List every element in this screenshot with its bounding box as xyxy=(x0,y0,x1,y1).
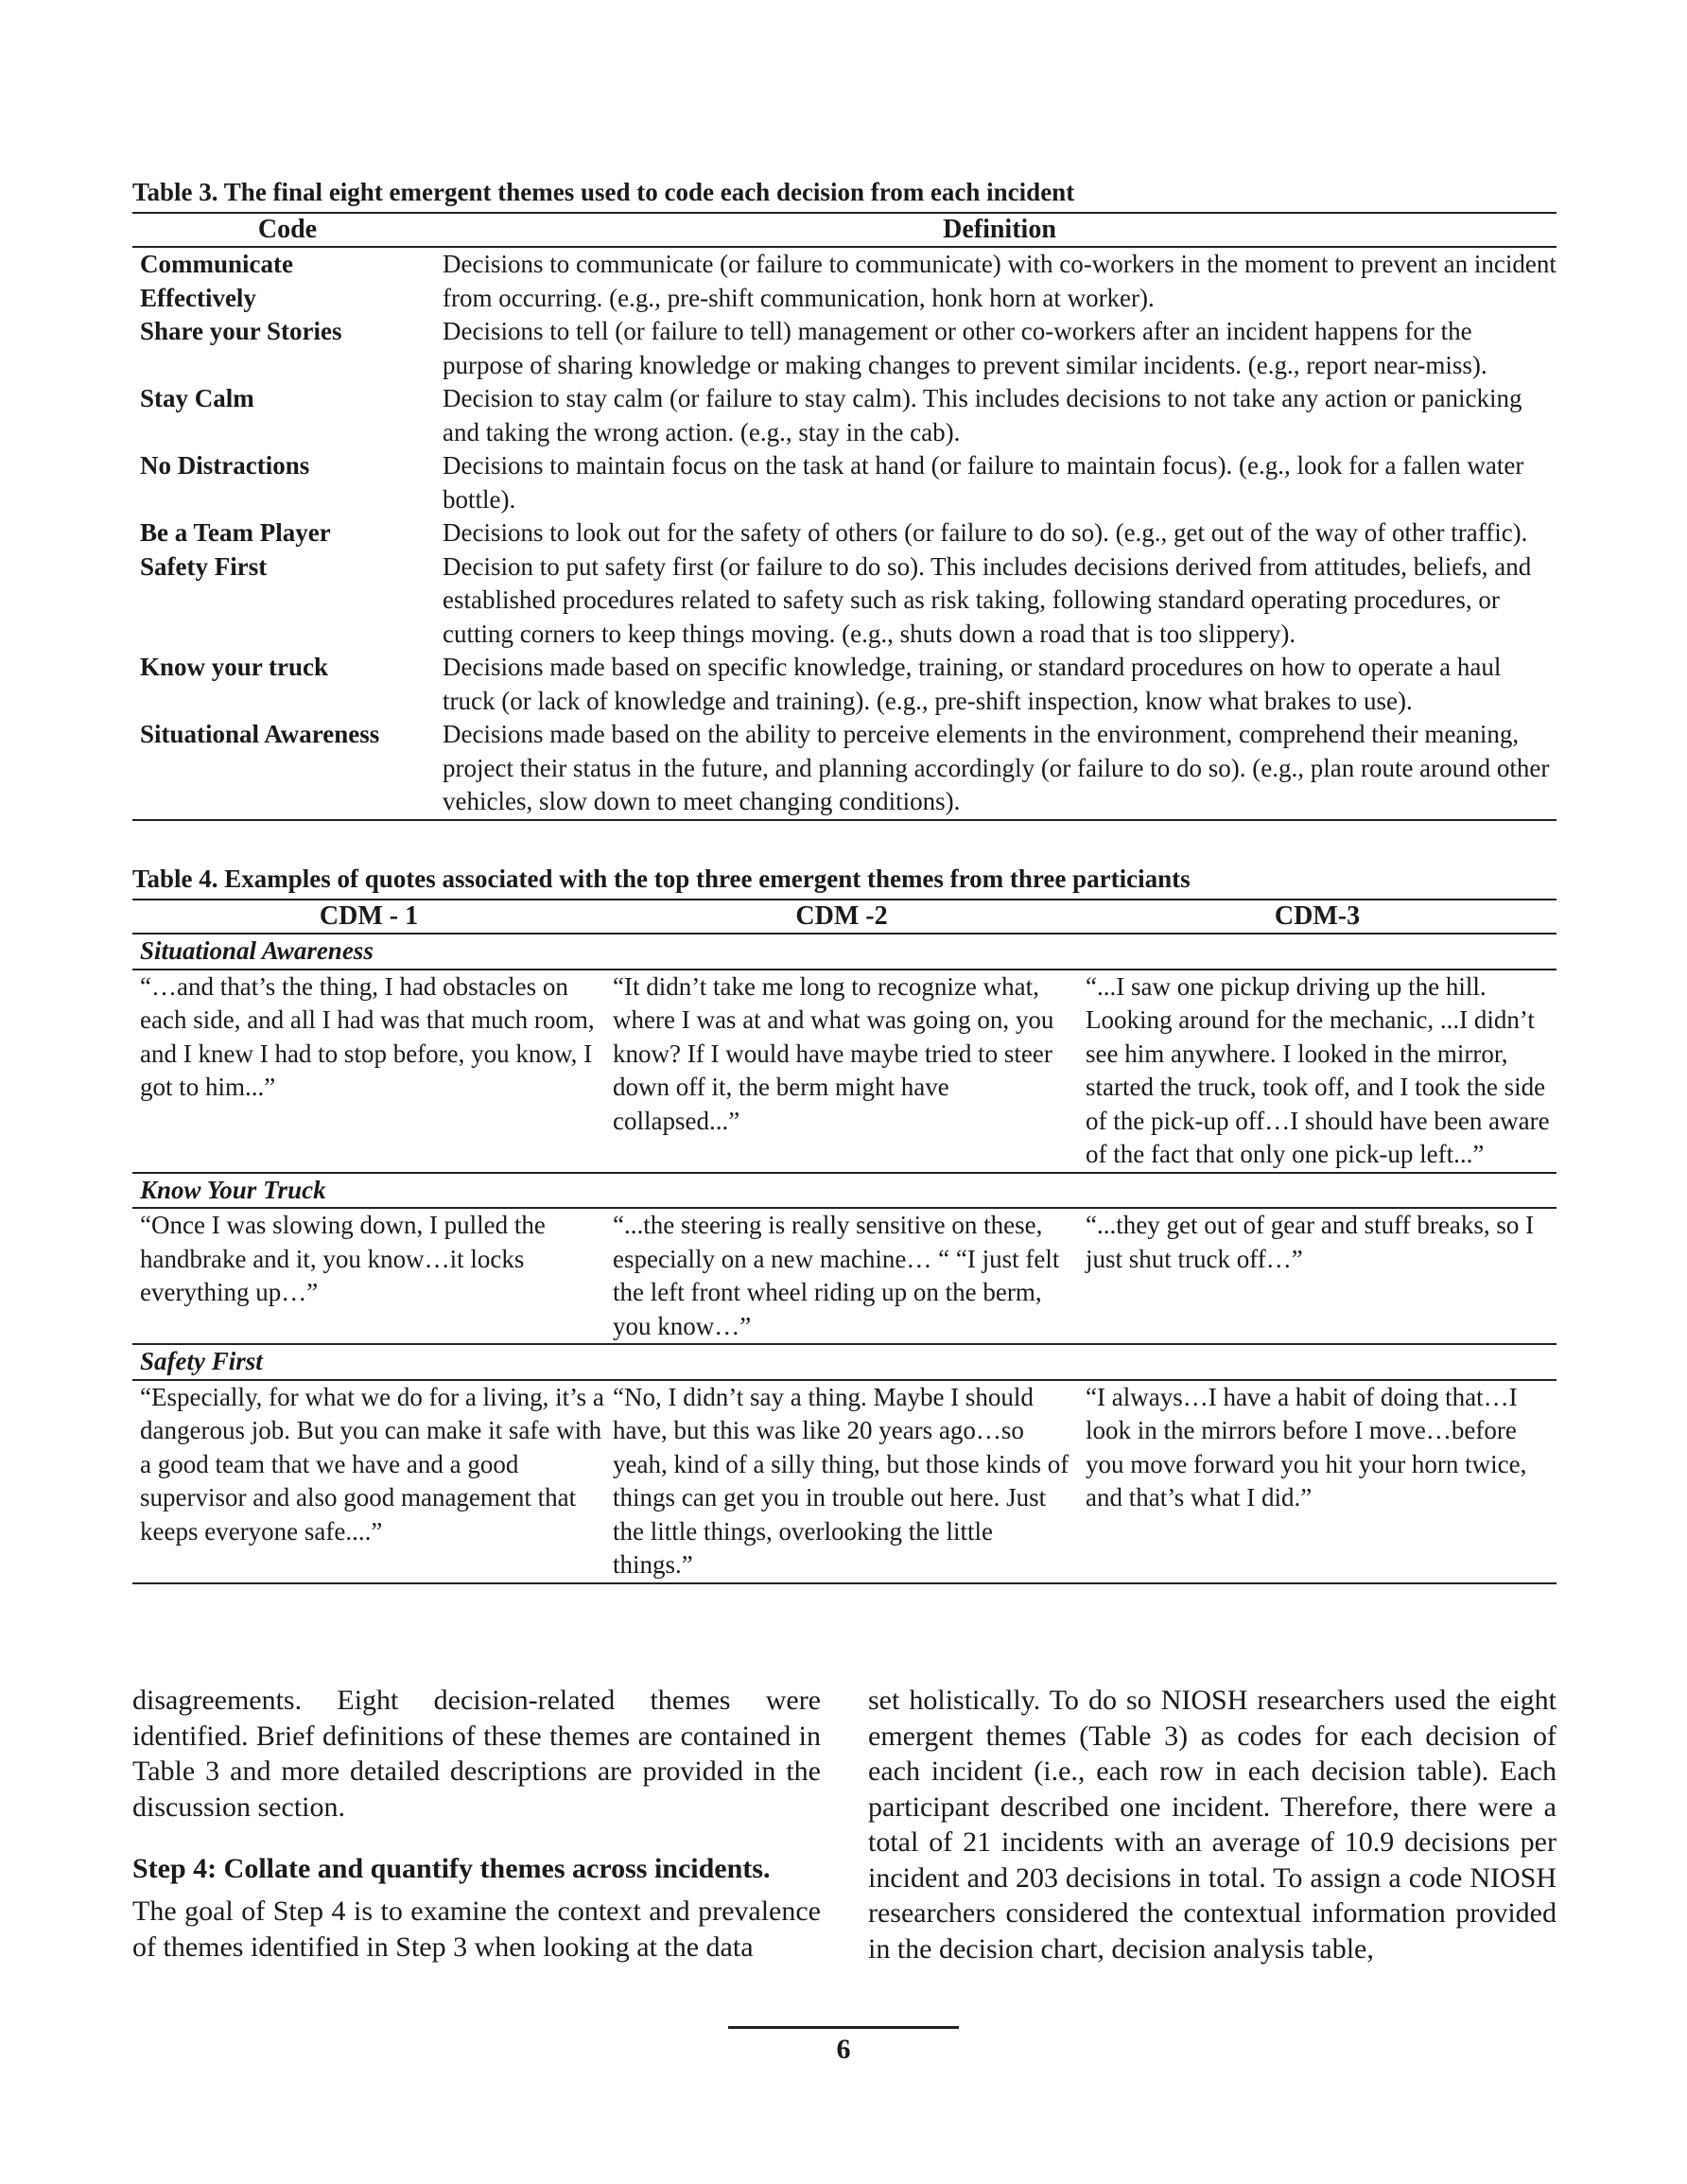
table-row xyxy=(132,1380,1557,1583)
theme-code: Share your Stories xyxy=(140,317,342,345)
body-paragraph: set holistically. To do so NIOSH researchers used the eight emergent themes (Table 3) as codes for each decision of each incident (i.e., each row in each decision table). Each participant described one incident. Therefore, there were a total of 21 incidents with an average of 10.9 decisions per incident and 203 decisions in total. To assign a code NIOSH researchers considered the contextual information provided in the decision chart, decision analysis table, xyxy=(868,1685,1557,1965)
theme-code: Know your truck xyxy=(140,653,329,681)
table-row xyxy=(132,550,1557,652)
table-row xyxy=(132,449,1557,516)
quote-cell: “Once I was slowing down, I pulled the handbrake and it, you know…it locks everything up…” xyxy=(132,1208,605,1344)
quote-cell: “…and that’s the thing, I had obstacles on each side, and all I had was that much room, and I knew I had to stop before, you know, I got to him...” xyxy=(132,970,605,1173)
body-column-right xyxy=(868,1683,1557,1966)
theme-definition: Decision to stay calm (or failure to stay calm). This includes decisions to not take any action or panicking and taking the wrong action. (e.g., stay in the cab). xyxy=(443,384,1522,446)
table-row xyxy=(132,516,1557,550)
theme-code: Safety First xyxy=(140,551,268,581)
table3-header-code: Code xyxy=(132,213,443,247)
quote-cell: “No, I didn’t say a thing. Maybe I should have, but this was like 20 years ago…so yeah, kind of a silly thing, but those kinds of things can get you in trouble out here. Just the little things, overlooking the little things.” xyxy=(605,1380,1078,1583)
page-number: 6 xyxy=(836,2034,851,2065)
theme-definition: Decision to put safety first (or failure to do so). This includes decisions derived from attitudes, beliefs, and established procedures related to safety such as risk taking, following standard operating procedures, or cutting corners to keep things moving. (e.g., shuts down a road that is too slippery). xyxy=(443,551,1532,648)
theme-definition: Decisions made based on the ability to perceive elements in the environment, comprehend their meaning, project their status in the future, and planning accordingly (or failure to do so). (e.g., plan route around other vehicles, slow down to meet changing conditions). xyxy=(443,718,1557,820)
theme-definition: Decisions to maintain focus on the task at hand (or failure to maintain focus). (e.g., look for a fallen water bottle). xyxy=(443,451,1524,514)
body-paragraph: disagreements. Eight decision-related themes were identified. Brief definitions of these themes are contained in Table 3 and more detailed descriptions are provided in the discussion section. xyxy=(132,1685,821,1823)
section-heading: Step 4: Collate and quantify themes across incidents. xyxy=(132,1853,771,1884)
body-column-left xyxy=(132,1683,821,1965)
table-row xyxy=(132,651,1557,718)
theme-code: Communicate Effectively xyxy=(140,250,293,312)
theme-heading: Safety First xyxy=(132,1344,1557,1380)
table4-header-cdm2: CDM -2 xyxy=(605,900,1078,934)
table4-header-cdm1: CDM - 1 xyxy=(132,900,605,934)
quote-cell: “I always…I have a habit of doing that…I look in the mirrors before I move…before you move forward you hit your horn twice, and that’s what I did.” xyxy=(1078,1380,1557,1583)
table-row xyxy=(132,718,1557,820)
body-paragraph: The goal of Step 4 is to examine the context and prevalence of themes identified in Step 3 when looking at the data xyxy=(132,1896,821,1963)
theme-heading: Know Your Truck xyxy=(132,1173,1557,1209)
theme-code: Be a Team Player xyxy=(140,518,331,547)
quote-cell: “...I saw one pickup driving up the hill. Looking around for the mechanic, ...I didn’t see him anywhere. I looked in the mirror, started the truck, took off, and I took the side of the pick-up off…I should have been aware of the fact that only one pick-up left...” xyxy=(1078,970,1557,1173)
theme-code: No Distractions xyxy=(140,451,310,480)
quote-cell: “Especially, for what we do for a living, it’s a dangerous job. But you can make it safe with a good team that we have and a good supervisor and also good management that keeps everyone safe....” xyxy=(132,1380,605,1583)
table4-header-cdm3: CDM-3 xyxy=(1078,900,1557,934)
table-row xyxy=(132,970,1557,1173)
table-row xyxy=(132,1208,1557,1344)
quote-cell: “...they get out of gear and stuff breaks, so I just shut truck off…” xyxy=(1078,1208,1557,1344)
table4 xyxy=(132,899,1557,1584)
theme-definition: Decisions made based on specific knowledge, training, or standard procedures on how to operate a haul truck (or lack of knowledge and training). (e.g., pre-shift inspection, know what brakes to use). xyxy=(443,653,1502,715)
table-row xyxy=(132,382,1557,449)
quote-cell: “It didn’t take me long to recognize what, where I was at and what was going on, you know? If I would have maybe tried to steer down off it, the berm might have collapsed...” xyxy=(605,970,1078,1173)
table3-caption: Table 3. The final eight emergent themes used to code each decision from each incident xyxy=(132,178,1075,206)
theme-code: Situational Awareness xyxy=(132,718,443,820)
theme-definition: Decisions to communicate (or failure to communicate) with co-workers in the moment to prevent an incident from occurring. (e.g., pre-shift communication, honk horn at worker). xyxy=(443,250,1557,312)
table3-header-definition: Definition xyxy=(443,213,1557,247)
table4-caption: Table 4. Examples of quotes associated with the top three emergent themes from three particiants xyxy=(132,865,1191,893)
footer-rule xyxy=(728,2026,959,2029)
table3 xyxy=(132,212,1557,821)
quote-cell: “...the steering is really sensitive on these, especially on a new machine… “ “I just felt the left front wheel riding up on the berm, you know…” xyxy=(605,1208,1078,1344)
table-row xyxy=(132,247,1557,315)
table-row xyxy=(132,315,1557,382)
theme-definition: Decisions to tell (or failure to tell) management or other co-workers after an incident happens for the purpose of sharing knowledge or making changes to prevent similar incidents. (e.g., report near-miss). xyxy=(443,317,1487,379)
theme-heading: Situational Awareness xyxy=(132,934,1557,970)
theme-definition: Decisions to look out for the safety of others (or failure to do so). (e.g., get out of the way of other traffic). xyxy=(443,518,1528,547)
theme-code: Stay Calm xyxy=(140,384,254,412)
